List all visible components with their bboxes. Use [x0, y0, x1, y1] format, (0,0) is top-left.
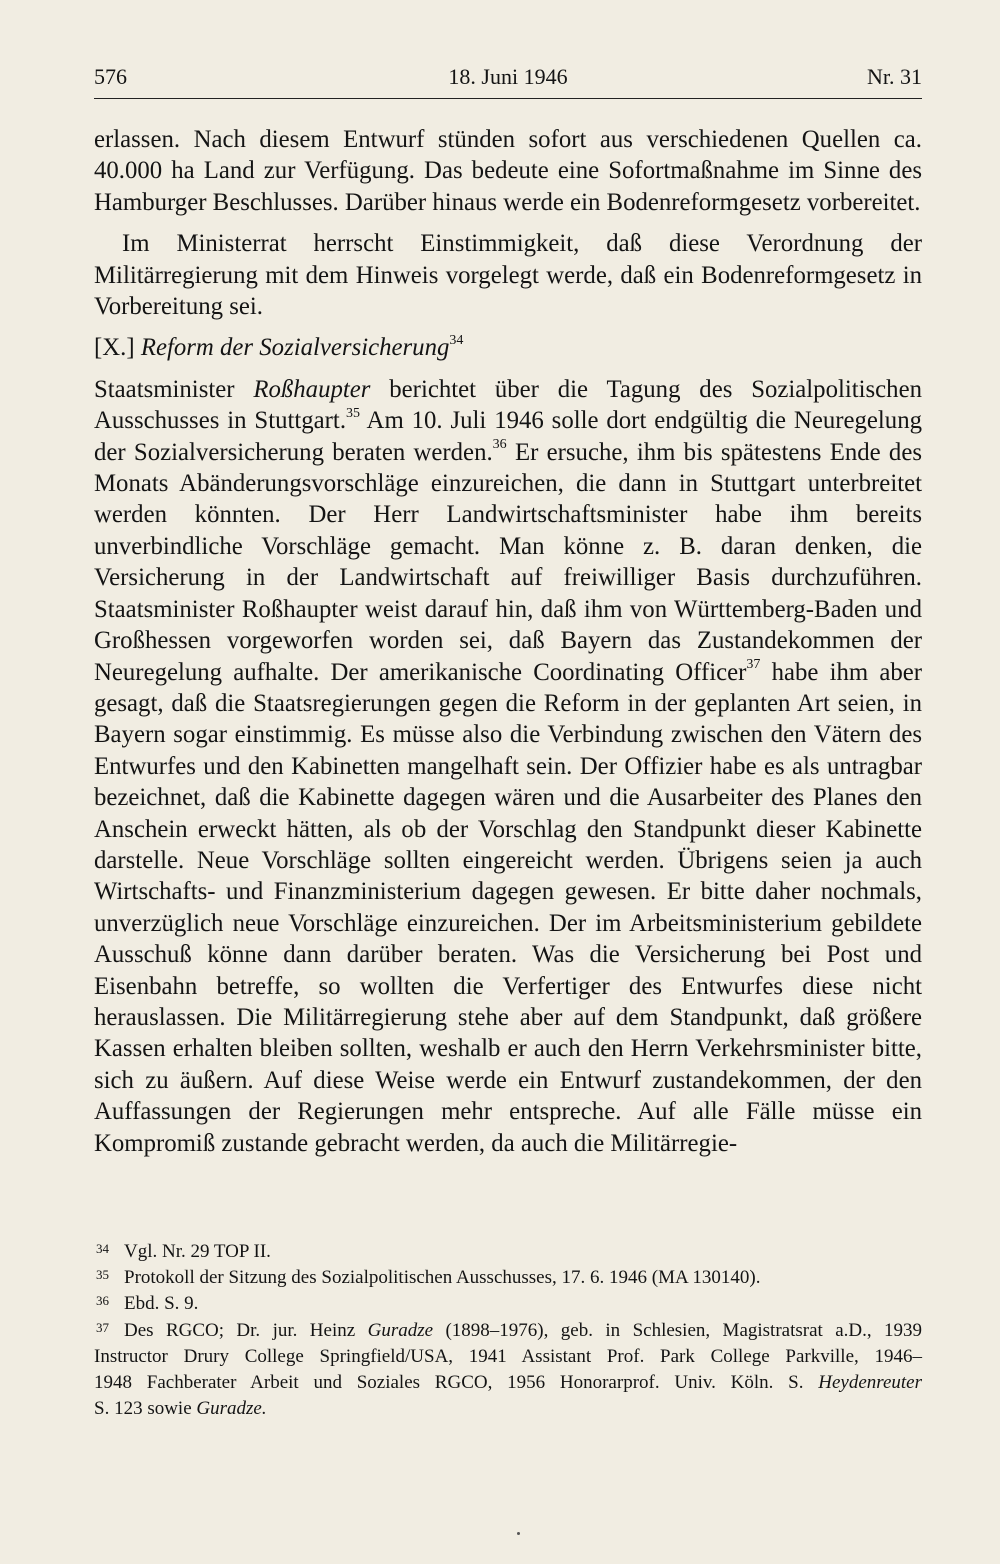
- text-run: S. 123 sowie: [94, 1398, 192, 1420]
- document-number: Nr. 31: [867, 64, 922, 89]
- text-run: Er ersuche, ihm bis spätestens Ende des Monats Abänderungsvorschläge einzureichen, die dann in Stuttgart unterbreitet werden könnten. Der Herr Landwirtschaftsminister habe ihm bereits unverbindliche Vorschläge gemacht. Man könne z. B. daran denken, die Versicherung in der Landwirtschaft auf freiwilliger Basis durchzuführen. Staatsminister Roßhaupter weist darauf hin, daß ihm von Württemberg-Baden und Großhessen vorgeworfen worden sei, daß Bayern das Zustandekommen der Neuregelung aufhalte. Der amerikanische Coordinating Officer: [94, 438, 922, 686]
- text-run: Des RGCO; Dr. jur. Heinz: [124, 1319, 356, 1341]
- footnote-text: Vgl. Nr. 29 TOP II.: [124, 1241, 271, 1262]
- person-name: Guradze.: [196, 1398, 267, 1420]
- footnote-ref: 35: [346, 405, 361, 421]
- section-marker: [X.]: [94, 334, 135, 362]
- footnote: [94, 1265, 922, 1291]
- footnotes: [94, 1239, 922, 1422]
- footnote: [94, 1239, 922, 1265]
- footnote-line: [124, 1318, 922, 1344]
- paragraph: [94, 374, 922, 1159]
- person-name: Guradze: [367, 1319, 434, 1341]
- footnote-ref: 34: [449, 333, 464, 349]
- footnote-ref: 36: [492, 437, 507, 453]
- footnote-ref: 37: [746, 657, 761, 673]
- footnote-number: 35: [96, 1267, 109, 1283]
- footnote-line: Instructor Drury College Springfield/USA, 1941 Assistant Prof. Park College Parkville, 1946–: [94, 1345, 922, 1367]
- footnote-line: [94, 1370, 922, 1396]
- text-run: berichtet über die Tagung des Sozialpolitischen Ausschusses in Stuttgart.: [94, 375, 922, 435]
- footnote: [94, 1291, 922, 1317]
- footnote-number: 34: [96, 1241, 109, 1256]
- text-run: habe ihm aber gesagt, daß die Staatsregierungen gegen die Reform in der geplanten Art seien, in Bayern sogar einstimmig. Es müsse also die Verbindung zwischen den Vätern des Entwurfes und den Kabinetten mangelhaft sein. Der Offizier habe es als untragbar bezeichnet, daß die Kabinette dagegen wären und die Ausarbeiter des Planes den Anschein erweckt hätten, als ob der Vorschlag den Standpunkt dieser Kabinette darstelle. Neue Vorschläge sollten eingereicht werden. Übrigens seien ja auch Wirtschafts- und Finanzministerium dagegen gewesen. Er bitte daher nochmals, unverzüglich neue Vorschläge einzureichen. Der im Arbeitsministerium gebildete Ausschuß könne dann darüber beraten. Was die Versicherung bei Post und Eisenbahn betreffe, so wollten die Verfertiger des Entwurfes diese nicht herauslassen. Die Militärregierung stehe aber auf dem Standpunkt, daß größere Kassen erhalten bleiben sollten, weshalb er auch den Herrn Verkehrsminister bitte, sich zu äußern. Auf diese Weise werde ein Entwurf zustandekommen, der den Auffassungen der Regierungen mehr entspreche. Auf alle Fälle müsse ein Kompromiß zustande gebracht werden, da auch die Militärregie-: [94, 658, 922, 1157]
- header-date: 18. Juni 1946: [448, 64, 568, 89]
- section-heading: [94, 332, 922, 363]
- printer-dot: [517, 1532, 520, 1535]
- text-run: (1898–1976), geb. in Schlesien, Magistratsrat a.D., 1939: [445, 1319, 923, 1341]
- page-number: 576: [94, 64, 127, 89]
- footnote-number: 37: [96, 1319, 109, 1335]
- paragraph: Im Ministerrat herrscht Einstimmigkeit, daß diese Verordnung der Militärregierung mit dem Hinweis vorgelegt werde, daß ein Bodenreformgesetz in Vorbereitung sei.: [94, 230, 922, 321]
- footnote-text: Ebd. S. 9.: [124, 1293, 199, 1315]
- footnote-line: [94, 1396, 922, 1422]
- section-title: Reform der Sozialversicherung: [140, 334, 450, 362]
- main-text: [94, 124, 922, 1159]
- text-run: Am 10. Juli 1946 solle dort endgültig die Neuregelung der Sozialversicherung beraten werden.: [94, 407, 922, 466]
- footnote-number: 36: [96, 1293, 109, 1309]
- paragraph: erlassen. Nach diesem Entwurf stünden sofort aus verschiedenen Quellen ca. 40.000 ha Land zur Verfügung. Das bedeute eine Sofortmaßnahme im Sinne des Hamburger Beschlusses. Darüber hinaus werde ein Bodenreformgesetz vorbereitet.: [94, 126, 922, 216]
- text-run: 1948 Fachberater Arbeit und Soziales RGCO, 1956 Honorarprof. Univ. Köln. S.: [94, 1372, 804, 1394]
- footnote-text: Protokoll der Sitzung des Sozialpolitischen Ausschusses, 17. 6. 1946 (MA 130140).: [124, 1267, 761, 1289]
- person-name: Roßhaupter: [253, 375, 371, 403]
- text-run: Staatsminister: [94, 375, 235, 403]
- footnote: [94, 1318, 922, 1423]
- person-name: Heydenreuter: [818, 1372, 923, 1394]
- running-header: [94, 62, 922, 99]
